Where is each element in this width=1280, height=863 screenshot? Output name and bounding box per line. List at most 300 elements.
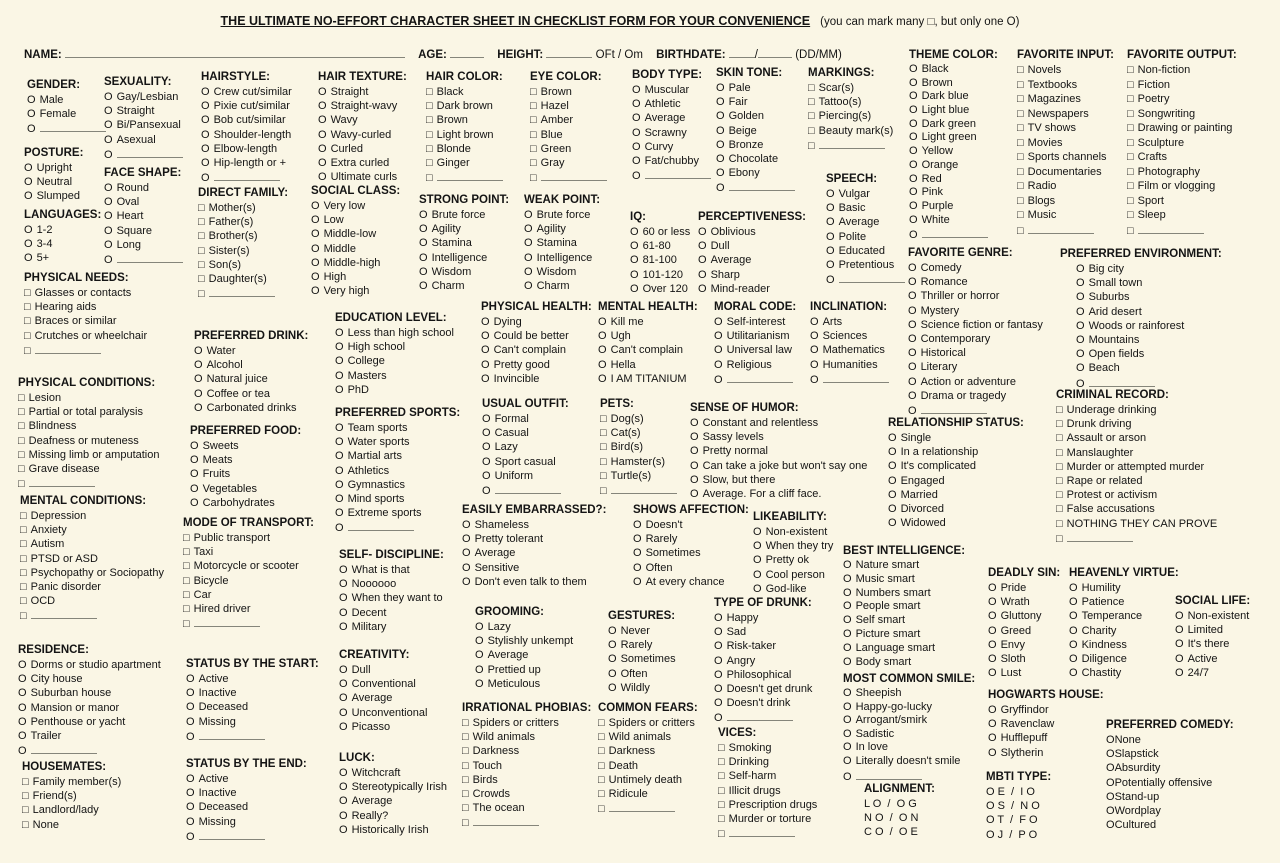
radio-marker[interactable]: O (716, 82, 725, 94)
radio-marker[interactable]: O (482, 441, 491, 454)
radio-marker[interactable]: O (104, 182, 113, 194)
checkbox-marker[interactable]: □ (426, 172, 433, 185)
radio-marker[interactable]: O (27, 108, 36, 121)
radio-marker[interactable]: O (1069, 624, 1078, 637)
radio-marker[interactable]: O (690, 487, 699, 500)
checkbox-marker[interactable]: □ (198, 216, 205, 229)
write-in-line[interactable] (1028, 223, 1094, 234)
radio-marker[interactable]: O (1069, 596, 1078, 609)
radio-marker[interactable]: O (598, 316, 607, 328)
radio-marker[interactable]: O (318, 100, 327, 113)
radio-marker[interactable]: O (843, 714, 852, 727)
checkbox-marker[interactable]: □ (426, 100, 433, 113)
radio-marker[interactable]: O (598, 372, 607, 385)
checkbox-marker[interactable]: □ (1127, 122, 1134, 134)
radio-marker[interactable]: O (988, 667, 997, 680)
radio-marker[interactable]: O (335, 436, 344, 449)
radio-marker[interactable]: O (335, 450, 344, 463)
checkbox-marker[interactable]: □ (426, 128, 433, 141)
radio-marker[interactable]: O (698, 282, 707, 295)
checkbox-marker[interactable]: □ (183, 532, 190, 544)
write-in-line[interactable] (31, 608, 97, 619)
radio-marker[interactable]: O (335, 492, 344, 505)
radio-marker[interactable]: O (339, 823, 348, 836)
radio-marker[interactable]: O (888, 460, 897, 473)
radio-marker[interactable]: O (753, 526, 762, 538)
checkbox-marker[interactable]: □ (598, 731, 605, 744)
radio-marker[interactable]: O (988, 732, 997, 745)
checkbox-marker[interactable]: □ (1127, 107, 1134, 120)
radio-marker[interactable]: O (843, 614, 852, 627)
checkbox-marker[interactable]: □ (1127, 93, 1134, 105)
radio-marker[interactable]: O (714, 654, 723, 667)
radio-marker[interactable]: O (633, 533, 642, 546)
radio-marker[interactable]: O (633, 575, 642, 588)
radio-marker[interactable]: O (318, 128, 327, 141)
radio-marker[interactable]: O (909, 158, 918, 171)
radio-marker[interactable]: O (843, 754, 852, 767)
radio-marker[interactable]: O (24, 162, 33, 174)
checkbox-marker[interactable]: □ (598, 787, 605, 800)
radio-marker[interactable]: O (18, 673, 27, 686)
option-row-inline[interactable]: N O / O N (864, 812, 919, 825)
radio-marker[interactable]: O (908, 332, 917, 345)
radio-marker[interactable]: O (843, 572, 852, 585)
radio-marker[interactable]: O (608, 639, 617, 652)
radio-marker[interactable]: O (690, 445, 699, 458)
radio-marker[interactable]: O (18, 687, 27, 700)
radio-marker[interactable]: O (524, 237, 533, 250)
radio-marker[interactable]: O (186, 730, 195, 743)
write-in-line[interactable] (823, 372, 889, 383)
checkbox-marker[interactable]: □ (20, 552, 27, 565)
radio-marker[interactable]: O (481, 358, 490, 371)
radio-marker[interactable]: O (909, 145, 918, 158)
radio-marker[interactable]: O (462, 561, 471, 574)
radio-marker[interactable]: O (311, 285, 320, 298)
checkbox-marker[interactable]: □ (198, 258, 205, 271)
radio-marker[interactable]: O (419, 251, 428, 264)
radio-marker[interactable]: O (632, 98, 641, 111)
radio-marker[interactable]: O (810, 344, 819, 357)
radio-marker[interactable]: O (1175, 624, 1184, 637)
radio-marker[interactable]: O (810, 358, 819, 371)
radio-marker[interactable]: O (201, 86, 210, 98)
write-in-line[interactable] (214, 170, 280, 181)
checkbox-marker[interactable]: □ (598, 717, 605, 729)
radio-marker[interactable]: O (988, 704, 997, 716)
radio-marker[interactable]: O (311, 270, 320, 283)
radio-marker[interactable]: O (810, 373, 819, 386)
write-in-line[interactable] (839, 272, 905, 283)
radio-marker[interactable]: O (843, 727, 852, 740)
radio-marker[interactable]: O (24, 252, 33, 265)
write-in-line[interactable] (727, 372, 793, 383)
checkbox-marker[interactable]: □ (24, 315, 31, 328)
checkbox-marker[interactable]: □ (600, 413, 607, 425)
checkbox-marker[interactable]: □ (530, 100, 537, 113)
radio-marker[interactable]: O (988, 746, 997, 759)
checkbox-marker[interactable]: □ (18, 392, 25, 404)
radio-marker[interactable]: O (826, 188, 835, 200)
radio-marker[interactable]: O (482, 455, 491, 468)
checkbox-marker[interactable]: □ (183, 574, 190, 587)
radio-marker[interactable]: O (419, 237, 428, 250)
radio-marker[interactable]: O (104, 224, 113, 237)
write-in-line[interactable] (209, 286, 275, 297)
checkbox-marker[interactable]: □ (718, 770, 725, 783)
radio-marker[interactable]: O (475, 635, 484, 648)
radio-marker[interactable]: O (810, 330, 819, 343)
radio-marker[interactable]: O (475, 677, 484, 690)
radio-marker[interactable]: O (630, 226, 639, 238)
radio-marker[interactable]: O (1106, 804, 1115, 817)
radio-marker[interactable]: O (598, 344, 607, 357)
radio-marker[interactable]: O (1076, 291, 1085, 304)
checkbox-marker[interactable]: □ (462, 745, 469, 758)
checkbox-marker[interactable]: □ (198, 230, 205, 243)
radio-marker[interactable]: O (843, 741, 852, 754)
radio-marker[interactable]: O (339, 781, 348, 794)
radio-marker[interactable]: O (1106, 790, 1115, 803)
radio-marker[interactable]: O (843, 655, 852, 668)
write-in-line[interactable] (437, 170, 503, 181)
radio-marker[interactable]: O (988, 596, 997, 609)
checkbox-marker[interactable]: □ (718, 742, 725, 754)
radio-marker[interactable]: O (339, 706, 348, 719)
checkbox-marker[interactable]: □ (600, 427, 607, 440)
checkbox-marker[interactable]: □ (20, 580, 27, 593)
radio-marker[interactable]: O (826, 216, 835, 229)
write-in-line[interactable] (1067, 531, 1133, 542)
radio-marker[interactable]: O (194, 345, 203, 357)
radio-marker[interactable]: O (909, 229, 918, 242)
write-in-line[interactable] (199, 829, 265, 840)
radio-marker[interactable]: O (201, 172, 210, 185)
radio-marker[interactable]: O (104, 196, 113, 209)
checkbox-marker[interactable]: □ (598, 759, 605, 772)
radio-marker[interactable]: O (888, 474, 897, 487)
radio-marker[interactable]: O (1106, 734, 1115, 746)
radio-marker[interactable]: O (714, 626, 723, 639)
radio-marker[interactable]: O (826, 274, 835, 287)
checkbox-marker[interactable]: □ (718, 784, 725, 797)
radio-marker[interactable]: O (714, 344, 723, 357)
radio-marker[interactable]: O (908, 276, 917, 289)
radio-marker[interactable]: O (690, 417, 699, 429)
checkbox-marker[interactable]: □ (1056, 404, 1063, 416)
checkbox-marker[interactable]: □ (530, 142, 537, 155)
height-units-options[interactable]: OFt / Om (595, 49, 643, 61)
radio-marker[interactable]: O (24, 176, 33, 189)
radio-marker[interactable]: O (481, 330, 490, 343)
radio-marker[interactable]: O (339, 664, 348, 676)
radio-marker[interactable]: O (843, 770, 852, 783)
radio-marker[interactable]: O (18, 745, 27, 758)
radio-marker[interactable]: O (186, 701, 195, 714)
radio-marker[interactable]: O (18, 659, 27, 671)
radio-marker[interactable]: O (201, 114, 210, 127)
radio-marker[interactable]: O (335, 478, 344, 491)
radio-marker[interactable]: O (311, 242, 320, 255)
radio-marker[interactable]: O (598, 358, 607, 371)
radio-marker[interactable]: O (698, 268, 707, 281)
checkbox-marker[interactable]: □ (198, 244, 205, 257)
radio-marker[interactable]: O (104, 253, 113, 266)
radio-marker[interactable]: O (716, 182, 725, 195)
radio-marker[interactable]: O (419, 279, 428, 292)
checkbox-marker[interactable]: □ (1017, 209, 1024, 221)
checkbox-marker[interactable]: □ (426, 156, 433, 169)
checkbox-marker[interactable]: □ (183, 560, 190, 573)
radio-marker[interactable]: O (630, 268, 639, 281)
radio-marker[interactable]: O (482, 484, 491, 497)
radio-marker[interactable]: O (843, 627, 852, 640)
checkbox-marker[interactable]: □ (426, 86, 433, 98)
radio-marker[interactable]: O (1076, 277, 1085, 290)
write-in-line[interactable] (473, 815, 539, 826)
radio-marker[interactable]: O (462, 547, 471, 560)
checkbox-marker[interactable]: □ (198, 288, 205, 301)
radio-marker[interactable]: O (716, 124, 725, 137)
checkbox-marker[interactable]: □ (1127, 180, 1134, 192)
write-in-line[interactable] (611, 483, 677, 494)
checkbox-marker[interactable]: □ (1017, 151, 1024, 163)
checkbox-marker[interactable]: □ (24, 344, 31, 357)
radio-marker[interactable]: O (1175, 652, 1184, 665)
radio-marker[interactable]: O (311, 228, 320, 241)
radio-marker[interactable]: O (909, 90, 918, 103)
checkbox-marker[interactable]: □ (600, 469, 607, 482)
radio-marker[interactable]: O (186, 787, 195, 800)
radio-marker[interactable]: O (1076, 319, 1085, 332)
radio-marker[interactable]: O (716, 138, 725, 151)
write-in-line[interactable] (921, 403, 987, 414)
radio-marker[interactable]: O (190, 482, 199, 495)
checkbox-marker[interactable]: □ (1017, 78, 1024, 91)
radio-marker[interactable]: O (714, 697, 723, 710)
radio-marker[interactable]: O (908, 375, 917, 388)
checkbox-marker[interactable]: □ (1056, 517, 1063, 530)
checkbox-marker[interactable]: □ (462, 759, 469, 772)
radio-marker[interactable]: O (714, 316, 723, 328)
radio-marker[interactable]: O (716, 110, 725, 123)
radio-marker[interactable]: O (201, 128, 210, 141)
radio-marker[interactable]: O (104, 105, 113, 118)
write-in-line[interactable] (117, 252, 183, 263)
checkbox-marker[interactable]: □ (183, 546, 190, 559)
radio-marker[interactable]: O (843, 641, 852, 654)
radio-marker[interactable]: O (419, 223, 428, 236)
radio-marker[interactable]: O (524, 265, 533, 278)
checkbox-marker[interactable]: □ (22, 790, 29, 803)
radio-marker[interactable]: O (190, 440, 199, 452)
checkbox-marker[interactable]: □ (1017, 165, 1024, 178)
radio-marker[interactable]: O (1076, 362, 1085, 375)
radio-marker[interactable]: O (24, 190, 33, 203)
write-in-line[interactable] (40, 121, 106, 132)
radio-marker[interactable]: O (714, 668, 723, 681)
radio-marker[interactable]: O (1175, 638, 1184, 651)
radio-marker[interactable]: O (714, 682, 723, 695)
radio-marker[interactable]: O (826, 258, 835, 271)
radio-marker[interactable]: O (1175, 666, 1184, 679)
radio-marker[interactable]: O (632, 112, 641, 125)
radio-marker[interactable]: O (186, 815, 195, 828)
checkbox-marker[interactable]: □ (1017, 194, 1024, 207)
radio-marker[interactable]: O (186, 830, 195, 843)
radio-marker[interactable]: O (482, 413, 491, 425)
checkbox-marker[interactable]: □ (426, 114, 433, 127)
birthdate-month-field[interactable] (758, 46, 792, 58)
checkbox-marker[interactable]: □ (462, 817, 469, 830)
radio-marker[interactable]: O (632, 140, 641, 153)
radio-marker[interactable]: O (318, 171, 327, 184)
checkbox-marker[interactable]: □ (198, 202, 205, 214)
write-in-line[interactable] (117, 147, 183, 158)
radio-marker[interactable]: O (753, 568, 762, 581)
radio-marker[interactable]: O (690, 431, 699, 444)
write-in-line[interactable] (29, 476, 95, 487)
radio-marker[interactable]: O (1069, 638, 1078, 651)
radio-marker[interactable]: O (843, 559, 852, 571)
radio-marker[interactable]: O (608, 681, 617, 694)
checkbox-marker[interactable]: □ (426, 142, 433, 155)
radio-marker[interactable]: O (826, 230, 835, 243)
checkbox-marker[interactable]: □ (718, 756, 725, 769)
radio-marker[interactable]: O (335, 464, 344, 477)
checkbox-marker[interactable]: □ (598, 745, 605, 758)
radio-marker[interactable]: O (909, 213, 918, 226)
radio-marker[interactable]: O (988, 652, 997, 665)
radio-marker[interactable]: O (753, 582, 762, 595)
checkbox-marker[interactable]: □ (1056, 418, 1063, 431)
checkbox-marker[interactable]: □ (1127, 78, 1134, 91)
checkbox-marker[interactable]: □ (20, 610, 27, 623)
radio-marker[interactable]: O (690, 459, 699, 472)
radio-marker[interactable]: O (318, 114, 327, 127)
radio-marker[interactable]: O (1106, 819, 1115, 832)
radio-marker[interactable]: O (318, 156, 327, 169)
radio-marker[interactable]: O (186, 673, 195, 685)
radio-marker[interactable]: O (843, 600, 852, 613)
radio-marker[interactable]: O (1106, 776, 1115, 789)
radio-marker[interactable]: O (311, 200, 320, 212)
checkbox-marker[interactable]: □ (18, 420, 25, 433)
radio-marker[interactable]: O (843, 687, 852, 699)
checkbox-marker[interactable]: □ (718, 798, 725, 811)
radio-marker[interactable]: O (888, 488, 897, 501)
radio-marker[interactable]: O (104, 210, 113, 223)
checkbox-marker[interactable]: □ (1056, 489, 1063, 502)
write-in-line[interactable] (922, 227, 988, 238)
checkbox-marker[interactable]: □ (198, 272, 205, 285)
checkbox-marker[interactable]: □ (530, 86, 537, 98)
radio-marker[interactable]: O (909, 186, 918, 199)
birthdate-day-field[interactable] (729, 46, 755, 58)
radio-marker[interactable]: O (27, 94, 36, 106)
radio-marker[interactable]: O (339, 767, 348, 779)
radio-marker[interactable]: O (481, 344, 490, 357)
radio-marker[interactable]: O (698, 226, 707, 238)
checkbox-marker[interactable]: □ (18, 448, 25, 461)
radio-marker[interactable]: O (716, 152, 725, 165)
checkbox-marker[interactable]: □ (1056, 460, 1063, 473)
radio-marker[interactable]: O (988, 582, 997, 594)
radio-marker[interactable]: O (524, 223, 533, 236)
radio-marker[interactable]: O (988, 610, 997, 623)
radio-marker[interactable]: O (339, 720, 348, 733)
radio-marker[interactable]: O (1076, 263, 1085, 275)
radio-marker[interactable]: O (1069, 667, 1078, 680)
radio-marker[interactable]: O (908, 304, 917, 317)
checkbox-marker[interactable]: □ (1127, 136, 1134, 149)
radio-marker[interactable]: O (909, 63, 918, 75)
write-in-line[interactable] (35, 343, 101, 354)
radio-marker[interactable]: O (988, 624, 997, 637)
radio-marker[interactable]: O (633, 519, 642, 531)
radio-marker[interactable]: O (908, 318, 917, 331)
checkbox-marker[interactable]: □ (600, 441, 607, 454)
checkbox-marker[interactable]: □ (1127, 64, 1134, 76)
checkbox-marker[interactable]: □ (530, 114, 537, 127)
checkbox-marker[interactable]: □ (808, 139, 815, 152)
write-in-line[interactable] (194, 616, 260, 627)
checkbox-marker[interactable]: □ (22, 776, 29, 788)
radio-marker[interactable]: O (909, 172, 918, 185)
checkbox-marker[interactable]: □ (1127, 224, 1134, 237)
radio-marker[interactable]: O (104, 119, 113, 132)
radio-marker[interactable]: O (335, 507, 344, 520)
radio-marker[interactable]: O (186, 715, 195, 728)
radio-marker[interactable]: O (335, 522, 344, 535)
radio-marker[interactable]: O (201, 142, 210, 155)
radio-marker[interactable]: O (186, 773, 195, 785)
radio-marker[interactable]: O (632, 126, 641, 139)
radio-marker[interactable]: O (690, 473, 699, 486)
option-row-inline[interactable]: O E / I O (986, 786, 1035, 798)
radio-marker[interactable]: O (18, 715, 27, 728)
radio-marker[interactable]: O (311, 214, 320, 227)
radio-marker[interactable]: O (1069, 652, 1078, 665)
checkbox-marker[interactable]: □ (183, 602, 190, 615)
write-in-line[interactable] (609, 801, 675, 812)
radio-marker[interactable]: O (908, 404, 917, 417)
checkbox-marker[interactable]: □ (24, 301, 31, 314)
radio-marker[interactable]: O (1076, 333, 1085, 346)
radio-marker[interactable]: O (810, 316, 819, 328)
checkbox-marker[interactable]: □ (600, 484, 607, 497)
radio-marker[interactable]: O (909, 76, 918, 89)
option-row-inline[interactable]: C O / O E (864, 826, 918, 839)
radio-marker[interactable]: O (908, 389, 917, 402)
radio-marker[interactable]: O (475, 663, 484, 676)
radio-marker[interactable]: O (194, 387, 203, 400)
radio-marker[interactable]: O (826, 244, 835, 257)
radio-marker[interactable]: O (714, 640, 723, 653)
write-in-line[interactable] (856, 769, 922, 780)
checkbox-marker[interactable]: □ (1056, 503, 1063, 516)
checkbox-marker[interactable]: □ (808, 82, 815, 94)
radio-marker[interactable]: O (888, 446, 897, 459)
radio-marker[interactable]: O (1069, 582, 1078, 594)
checkbox-marker[interactable]: □ (1017, 224, 1024, 237)
checkbox-marker[interactable]: □ (1127, 209, 1134, 221)
checkbox-marker[interactable]: □ (1017, 93, 1024, 105)
radio-marker[interactable]: O (632, 84, 641, 96)
checkbox-marker[interactable]: □ (1127, 165, 1134, 178)
checkbox-marker[interactable]: □ (530, 172, 537, 185)
